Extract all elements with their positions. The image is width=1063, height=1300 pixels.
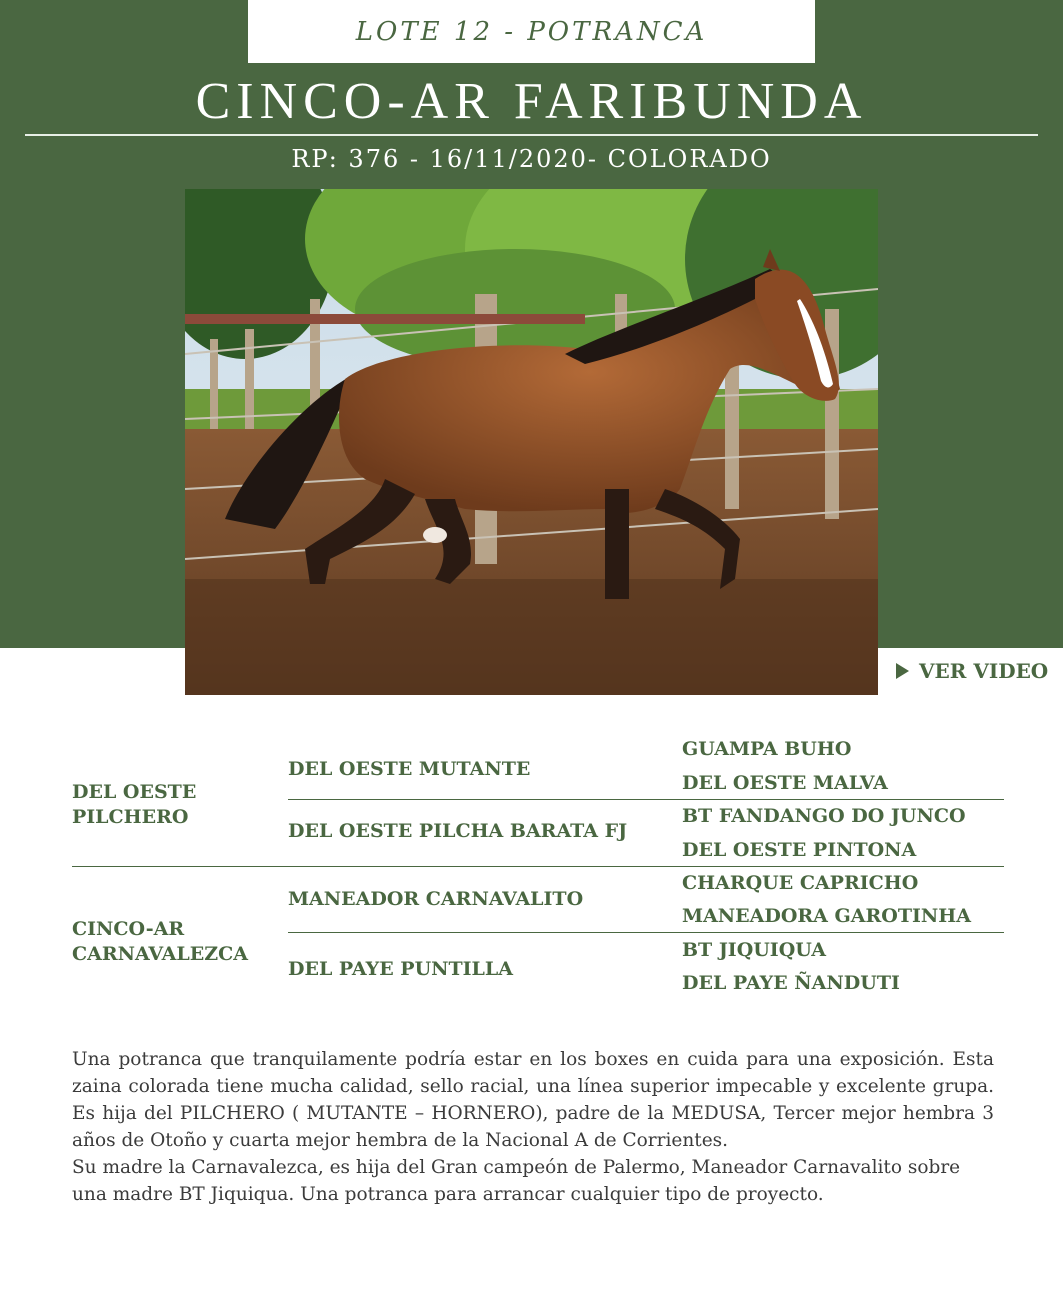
description-paragraph: Una potranca que tranquilamente podría estar en los boxes en cuida para una exposición. Esta zaina colorada tiene mucha calidad, sello racial, una línea superior impecable y excelente grupa. Es hija del PILCHERO ( MUTANTE – HORNERO), padre de la MEDUSA, Tercer mejor hembra 3 años de Otoño y cuarta mejor hembra de la Nacional A de Corrientes. [72, 1049, 994, 1151]
horse-name: CINCO-AR FARIBUNDA [195, 73, 868, 130]
pedigree-divider [72, 866, 1004, 867]
pedigree-gg-6: MANEADORA GAROTINHA [682, 905, 971, 927]
pedigree-gg-5: CHARQUE CAPRICHO [682, 872, 919, 894]
pedigree-gg-8: DEL PAYE ÑANDUTI [682, 972, 900, 994]
registration-info: RP: 376 - 16/11/2020- COLORADO [291, 145, 772, 173]
pedigree-gg-1: GUAMPA BUHO [682, 738, 852, 760]
pedigree-dam-dam: DEL PAYE PUNTILLA [288, 958, 514, 980]
view-video-link[interactable] [896, 657, 1048, 685]
view-video-label: VER VIDEO [919, 659, 1049, 683]
pedigree-dam [72, 917, 248, 967]
header-divider [25, 134, 1038, 136]
horse-photo [185, 189, 878, 695]
pedigree-dam-sire: MANEADOR CARNAVALITO [288, 888, 584, 910]
play-icon [896, 663, 909, 679]
pedigree-divider [288, 799, 1004, 800]
lot-label: LOTE 12 - POTRANCA [355, 16, 708, 47]
pedigree-sire [72, 780, 196, 830]
pedigree-gg-3: BT FANDANGO DO JUNCO [682, 805, 966, 827]
pedigree-sire-line1: DEL OESTE [72, 781, 197, 803]
lot-label-box [248, 0, 815, 63]
pedigree-gg-7: BT JIQUIQUA [682, 939, 826, 961]
pedigree-sire-sire: DEL OESTE MUTANTE [288, 758, 531, 780]
pedigree-gg-4: DEL OESTE PINTONA [682, 839, 917, 861]
pedigree-dam-line2: CARNAVALEZCA [72, 943, 248, 965]
pedigree-gg-2: DEL OESTE MALVA [682, 772, 888, 794]
pedigree-sire-dam: DEL OESTE PILCHA BARATA FJ [288, 820, 628, 842]
pedigree-sire-line2: PILCHERO [72, 806, 189, 828]
pedigree-divider [288, 932, 1004, 933]
description-paragraph: Su madre la Carnavalezca, es hija del Gran campeón de Palermo, Maneador Carnavalito sobre una madre BT Jiquiqua. Una potranca para arrancar cualquier tipo de proyecto. [72, 1157, 961, 1205]
horse-illustration [185, 189, 878, 695]
description [72, 1046, 994, 1208]
pedigree-dam-line1: CINCO-AR [72, 918, 185, 940]
